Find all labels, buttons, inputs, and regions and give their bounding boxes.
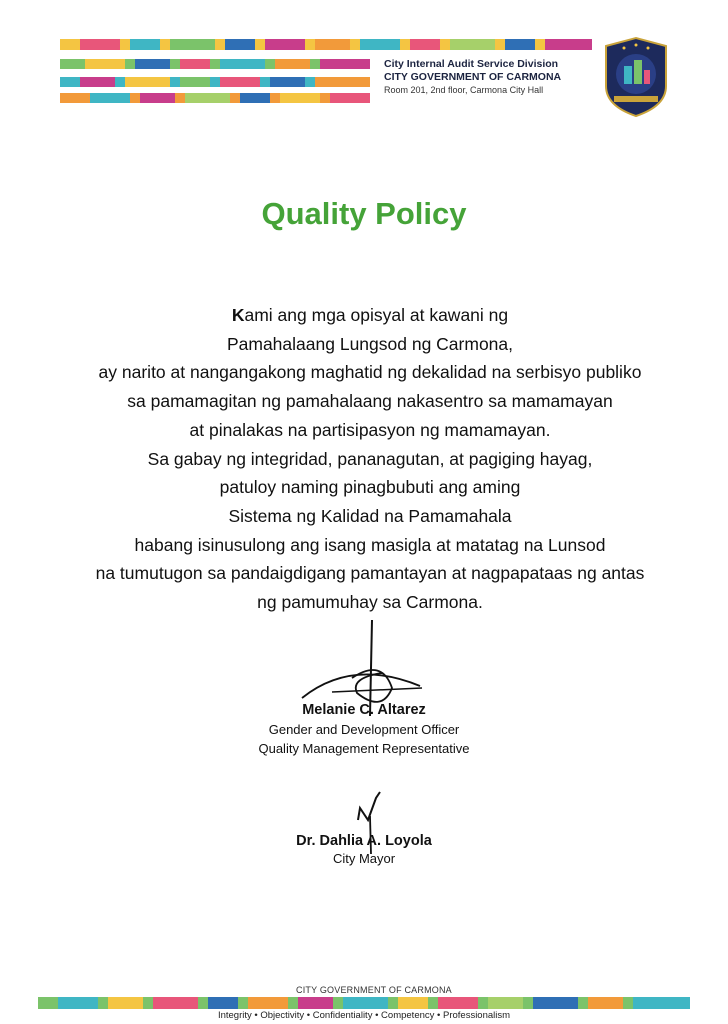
policy-line: patuloy naming pinagbubuti ang aming xyxy=(219,477,521,498)
policy-line: Sa gabay ng integridad, pananagutan, at pagiging hayag, xyxy=(147,448,593,469)
policy-line: na tumutugon sa pandaigdigang pamantayan at nagpapataas ng antas xyxy=(95,563,645,584)
footer-core-values: Integrity • Objectivity • Confidentiality • Competency • Professionalism xyxy=(217,1010,511,1021)
policy-first-rest: ami ang mga opisyal at kawani ng xyxy=(244,305,509,325)
signatory-2-name: Dr. Dahlia A. Loyola xyxy=(296,833,432,849)
division-name: City Internal Audit Service Division xyxy=(384,58,559,70)
header-banner-top xyxy=(60,39,592,50)
policy-line: Pamahalaang Lungsod ng Carmona, xyxy=(226,333,514,354)
header-banner-3 xyxy=(60,77,370,87)
cias-seal-logo xyxy=(600,36,672,118)
policy-line xyxy=(20,301,720,330)
signatory-1-name: Melanie C. Altarez xyxy=(302,702,426,718)
signatory-2-role: City Mayor xyxy=(332,851,396,866)
policy-line: habang isinusulong ang isang masigla at matatag na Lunsod xyxy=(134,534,606,555)
government-name: CITY GOVERNMENT OF CARMONA xyxy=(384,71,562,83)
signatory-2 xyxy=(0,833,728,868)
policy-first-letter: K xyxy=(231,305,245,325)
signatory-1 xyxy=(0,702,728,758)
signatory-1-role-1: Gender and Development Officer xyxy=(268,722,460,737)
policy-line: Sistema ng Kalidad na Pamamahala xyxy=(228,505,512,526)
policy-line: ng pamumuhay sa Carmona. xyxy=(257,592,483,613)
header-banner-2 xyxy=(60,59,370,69)
page-title: Quality Policy xyxy=(261,196,467,231)
header-text-block xyxy=(384,58,561,97)
policy-line: sa pamamagitan ng pamahalaang nakasentro sa mamamayan xyxy=(127,391,613,412)
header-banner-4 xyxy=(60,93,370,103)
footer-banner xyxy=(38,997,690,1009)
policy-line: at pinalakas na partisipasyon ng mamamayan. xyxy=(189,419,551,440)
footer-city-government: CITY GOVERNMENT OF CARMONA xyxy=(296,985,452,995)
office-address: Room 201, 2nd floor, Carmona City Hall xyxy=(384,85,544,95)
quality-policy-text xyxy=(20,301,720,617)
policy-line: ay narito at nangangakong maghatid ng dekalidad na serbisyo publiko xyxy=(98,362,642,383)
signatory-1-role-2: Quality Management Representative xyxy=(258,741,470,756)
